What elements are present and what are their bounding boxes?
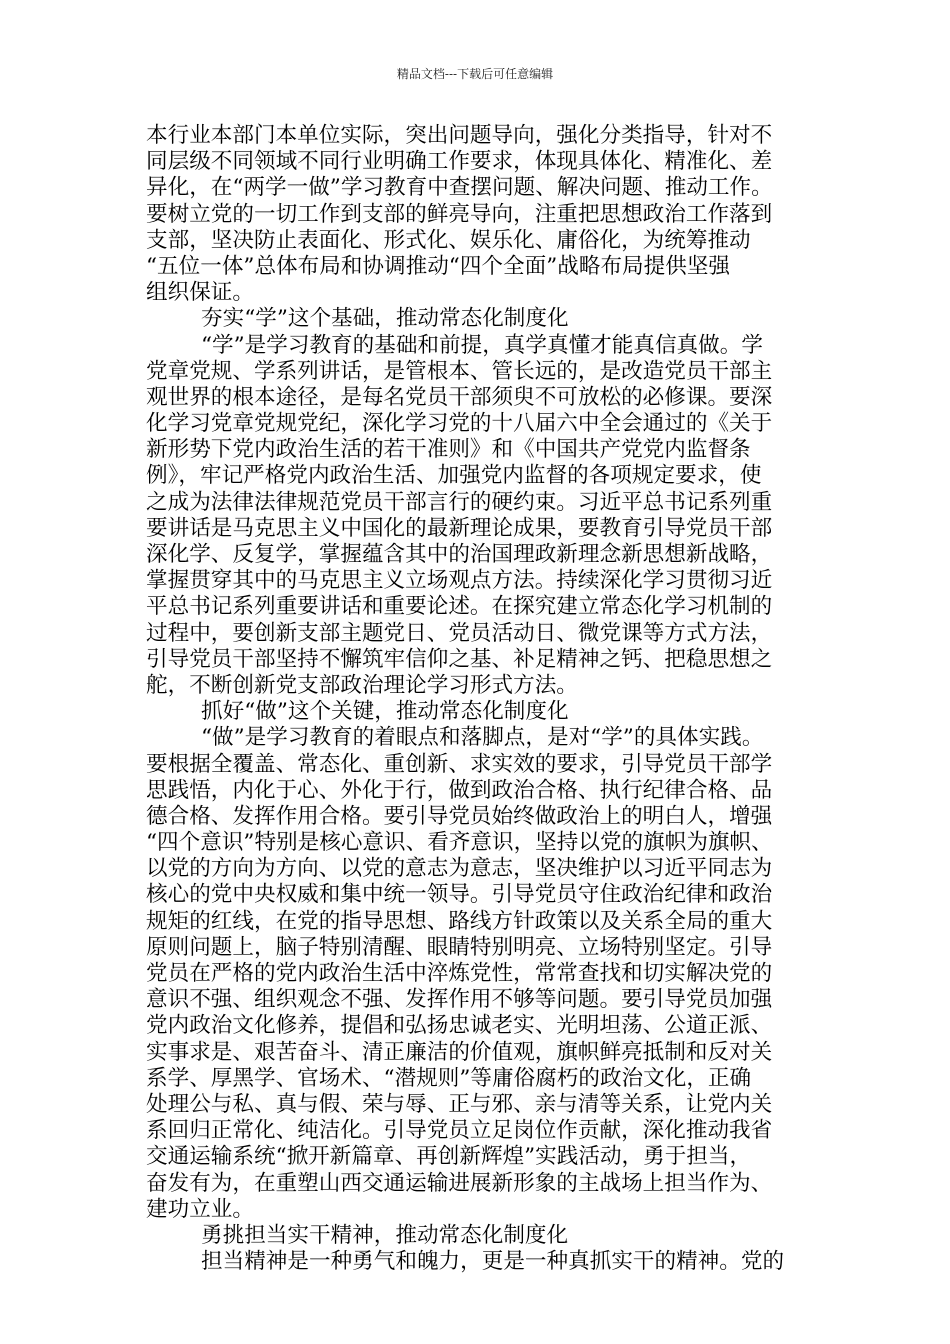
- text-line: 党员在严格的党内政治生活中淬炼党性，常常查找和切实解决党的: [146, 961, 773, 986]
- text-line: “四个意识”特别是核心意识、看齐意识，坚持以党的旗帜为旗帜、: [146, 830, 773, 856]
- paragraph-first-line: 担当精神是一种勇气和魄力，更是一种真抓实干的精神。党的: [201, 1249, 785, 1275]
- text-line: 实事求是、艰苦奋斗、清正廉洁的价值观，旗帜鲜亮抵制和反对关: [146, 1039, 773, 1065]
- text-line: 规矩的红线，在党的指导思想、路线方针政策以及关系全局的重大: [146, 908, 773, 934]
- text-line: 要讲话是马克思主义中国化的最新理论成果，要教育引导党员干部: [146, 515, 773, 541]
- text-line: 系学、厚黑学、官场术、“潜规则”等庸俗腐朽的政治文化，正确: [146, 1065, 752, 1091]
- text-line: 交通运输系统“掀开新篇章、再创新辉煌”实践活动，勇于担当，: [146, 1144, 752, 1170]
- text-line: 系回归正常化、纯洁化。引导党员立足岗位作贡献，深化推动我省: [146, 1118, 773, 1144]
- text-line: 德合格、发挥作用合格。要引导党员始终做政治上的明白人，增强: [146, 803, 773, 829]
- text-line: 新形势下党内政治生活的若干准则》和《中国共产党党内监督条: [146, 437, 751, 463]
- text-line: 意识不强、组织观念不强、发挥作用不够等问题。要引导党员加强: [146, 987, 773, 1013]
- text-line: 原则问题上，脑子特别清醒、眼睛特别明亮、立场特别坚定。引导: [146, 934, 773, 960]
- text-line: 思践悟，内化于心、外化于行，做到政治合格、执行纪律合格、品: [146, 777, 773, 803]
- text-line: 组织保证。: [146, 280, 254, 306]
- text-line: 化学习党章党规党纪，深化学习党的十八届六中全会通过的《关于: [146, 411, 773, 437]
- text-line: 平总书记系列重要讲话和重要论述。在探究建立常态化学习机制的: [146, 594, 773, 620]
- paragraph-first-line: 夯实“学”这个基础，推动常态化制度化: [201, 306, 569, 332]
- text-line: 观世界的根本途径，是每名党员干部须臾不可放松的必修课。要深: [146, 384, 773, 410]
- text-line: 舵，不断创新党支部政治理论学习形式方法。: [146, 672, 578, 698]
- text-line: 深化学、反复学，掌握蕴含其中的治国理政新理念新思想新战略，: [146, 542, 773, 567]
- text-line: 例》，牢记严格党内政治生活、加强党内监督的各项规定要求，使: [146, 463, 762, 489]
- text-line: 支部，坚决防止表面化、形式化、娱乐化、庸俗化，为统筹推动: [146, 227, 751, 253]
- text-line: 同层级不同领域不同行业明确工作要求，体现具体化、精准化、差: [146, 149, 773, 175]
- text-line: 要树立党的一切工作到支部的鲜亮导向，注重把思想政治工作落到: [146, 201, 773, 227]
- paragraph-first-line: 勇挑担当实干精神，推动常态化制度化: [201, 1222, 569, 1248]
- document-body: [146, 123, 836, 1275]
- text-line: 以党的方向为方向、以党的意志为意志，坚决维护以习近平同志为: [146, 856, 773, 882]
- text-line: 本行业本部门本单位实际，突出问题导向，强化分类指导，针对不: [146, 123, 773, 148]
- page-header: 精品文档---下载后可任意编辑: [396, 67, 554, 81]
- text-line: 过程中，要创新支部主题党日、党员活动日、微党课等方式方法，: [146, 620, 773, 646]
- text-line: 掌握贯穿其中的马克思主义立场观点方法。持续深化学习贯彻习近: [146, 568, 773, 594]
- paragraph-first-line: “做”是学习教育的着眼点和落脚点，是对“学”的具体实践。: [201, 725, 764, 751]
- text-line: 党内政治文化修养，提倡和弘扬忠诚老实、光明坦荡、公道正派、: [146, 1013, 773, 1039]
- text-line: “五位一体”总体布局和协调推动“四个全面”战略布局提供坚强: [146, 253, 731, 279]
- text-line: 之成为法律法律规范党员干部言行的硬约束。习近平总书记系列重: [146, 489, 773, 515]
- paragraph-first-line: 抓好“做”这个关键，推动常态化制度化: [201, 699, 569, 725]
- text-line: 建功立业。: [146, 1196, 254, 1222]
- text-line: 奋发有为，在重塑山西交通运输进展新形象的主战场上担当作为、: [146, 1170, 773, 1196]
- text-line: 要根据全覆盖、常态化、重创新、求实效的要求，引导党员干部学: [146, 751, 773, 777]
- text-line: 核心的党中央权威和集中统一领导。引导党员守住政治纪律和政治: [146, 882, 773, 908]
- text-line: 引导党员干部坚持不懈筑牢信仰之基、补足精神之钙、把稳思想之: [146, 646, 773, 672]
- text-line: 处理公与私、真与假、荣与辱、正与邪、亲与清等关系，让党内关: [146, 1091, 773, 1117]
- text-line: 党章党规、学系列讲话，是管根本、管长远的，是改造党员干部主: [146, 358, 773, 384]
- text-line: 异化，在“两学一做”学习教育中查摆问题、解决问题、推动工作。: [146, 175, 773, 201]
- paragraph-first-line: “学”是学习教育的基础和前提，真学真懂才能真信真做。学: [201, 332, 763, 358]
